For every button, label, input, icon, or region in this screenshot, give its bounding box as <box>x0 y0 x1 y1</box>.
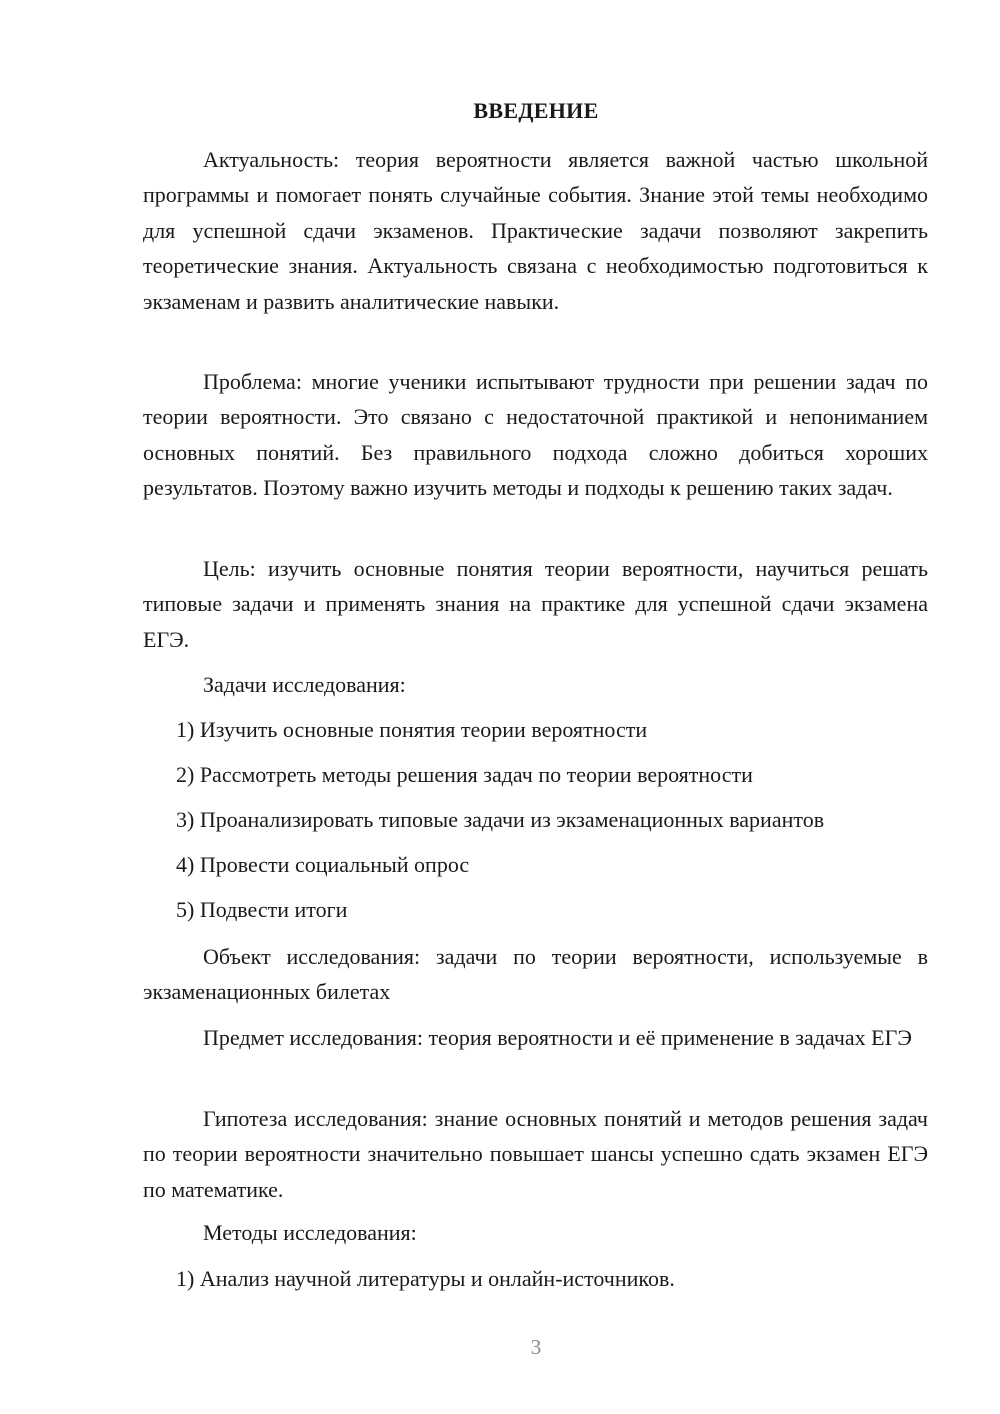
relevance-paragraph: Актуальность: теория вероятности является важной частью школьной программы и помогает понять случайные события. Знание этой темы необходимо для успешной сдачи экзаменов. Практические задачи позволяют закрепить теоретические знания. Актуальность связана с необходимостью подготовиться к экзаменам и развить аналитические навыки. <box>143 147 928 314</box>
hypothesis-paragraph: Гипотеза исследования: знание основных понятий и методов решения задач по теории вероятности значительно повышает шансы успешно сдать экзамен ЕГЭ по математике. <box>143 1106 928 1202</box>
task-item-3: 3) Проанализировать типовые задачи из экзаменационных вариантов <box>176 807 825 832</box>
subject-paragraph: Предмет исследования: теория вероятности и её применение в задачах ЕГЭ <box>203 1025 912 1050</box>
task-item-1: 1) Изучить основные понятия теории вероятности <box>176 717 648 742</box>
tasks-heading: Задачи исследования: <box>203 672 406 697</box>
problem-paragraph: Проблема: многие ученики испытывают трудности при решении задач по теории вероятности. Это связано с недостаточной практикой и непониманием основных понятий. Без правильного подхода сложно добиться хороших результатов. Поэтому важно изучить методы и подходы к решению таких задач. <box>143 369 928 501</box>
task-item-4: 4) Провести социальный опрос <box>176 852 470 877</box>
methods-heading: Методы исследования: <box>203 1220 417 1245</box>
method-item-1: 1) Анализ научной литературы и онлайн-источников. <box>176 1266 675 1291</box>
page-number: 3 <box>530 1335 542 1359</box>
object-paragraph: Объект исследования: задачи по теории вероятности, используемые в экзаменационных билетах <box>143 944 928 1005</box>
goal-paragraph: Цель: изучить основные понятия теории вероятности, научиться решать типовые задачи и применять знания на практике для успешной сдачи экзамена ЕГЭ. <box>143 556 928 652</box>
task-item-2: 2) Рассмотреть методы решения задач по теории вероятности <box>176 762 753 787</box>
page-title: ВВЕДЕНИЕ <box>473 98 599 123</box>
task-item-5: 5) Подвести итоги <box>176 897 348 922</box>
